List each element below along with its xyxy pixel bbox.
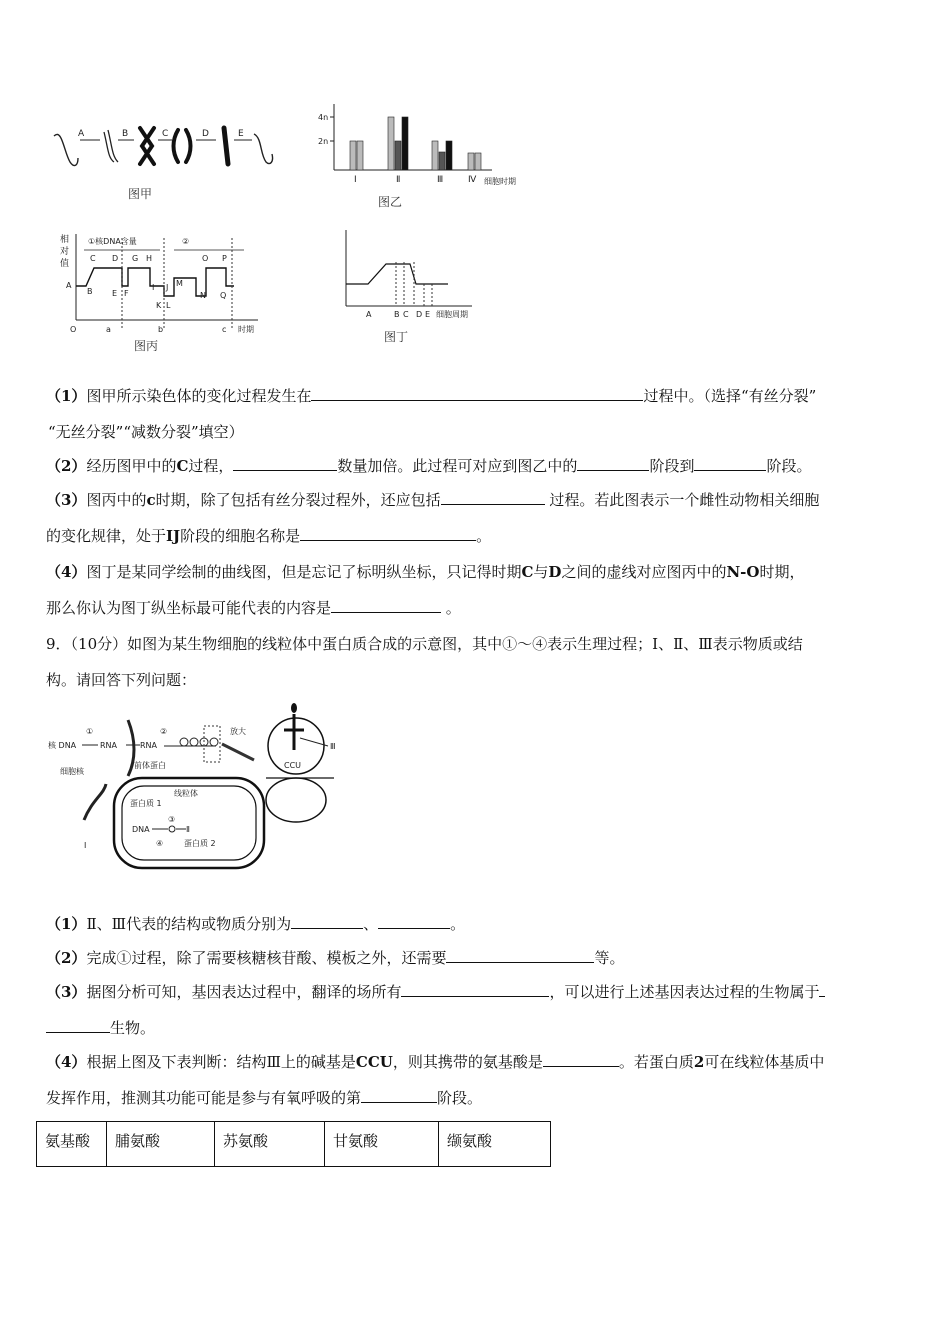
arrow-d-label: D	[202, 129, 209, 139]
table-row	[37, 1122, 551, 1167]
yi-y-label-2n: 2n	[318, 137, 329, 146]
ribosome	[180, 738, 188, 746]
svg-text:值: 值	[60, 259, 70, 269]
svg-text:细胞核: 细胞核	[60, 767, 84, 776]
answer-blank[interactable]	[446, 948, 594, 963]
trna-head	[291, 703, 297, 713]
svg-text:L: L	[166, 301, 171, 310]
answer-blank[interactable]	[401, 982, 549, 997]
figure-bing-caption: 图丙	[134, 339, 159, 353]
chromosome-thread-3	[254, 134, 273, 164]
svg-text:Q: Q	[220, 291, 227, 300]
yi-bar	[395, 141, 401, 170]
enlarge-arrow	[222, 744, 254, 760]
svg-text:④: ④	[156, 839, 164, 848]
svg-text:B: B	[394, 310, 400, 319]
table-cell: 氨基酸	[37, 1122, 107, 1167]
bing-section2-label: ②	[182, 237, 190, 246]
answer-blank[interactable]	[577, 456, 649, 471]
q8-part4-line1: （4）图丁是某同学绘制的曲线图，但是忘记了标明纵坐标，只记得时期C与D之间的虚线对应图丙中的N-O时期，	[46, 563, 805, 581]
answer-blank[interactable]	[441, 490, 545, 505]
yi-x-label-4: Ⅳ	[468, 175, 477, 185]
q9-header-line1: 9．（10分）如图为某生物细胞的线粒体中蛋白质合成的示意图，其中①～④表示生理过程；Ⅰ、Ⅱ、Ⅲ表示物质或结	[46, 635, 803, 653]
yi-bar	[350, 141, 356, 170]
svg-text:①: ①	[86, 727, 94, 736]
bing-section1-label: ①核DNA含量	[88, 237, 137, 246]
svg-text:Ⅱ: Ⅱ	[186, 825, 190, 834]
svg-text:A: A	[66, 281, 72, 290]
bing-x-mark-a: a	[106, 325, 111, 334]
yi-bar	[402, 117, 408, 170]
svg-text:CCU: CCU	[284, 761, 302, 770]
q9-part2: （2）完成①过程，除了需要核糖核苷酸、模板之外，还需要 等。	[46, 949, 625, 967]
yi-bar	[432, 141, 438, 170]
figure-mitochondria	[44, 700, 360, 880]
svg-text:B: B	[87, 287, 93, 296]
table-cell: 甘氨酸	[325, 1122, 439, 1167]
svg-text:N: N	[200, 291, 206, 300]
svg-text:K: K	[156, 301, 162, 310]
svg-text:RNA: RNA	[100, 741, 118, 750]
svg-text:蛋白质 2: 蛋白质 2	[184, 839, 216, 848]
q9-part4-line2: 发挥作用，推测其功能可能是参与有氧呼吸的第 阶段。	[46, 1089, 483, 1107]
svg-text:G: G	[132, 254, 139, 263]
yi-bar	[468, 153, 474, 170]
svg-text:Ⅲ: Ⅲ	[330, 742, 336, 751]
chromosome-thread-1	[54, 134, 78, 165]
q8-part4-line2: 那么你认为图丁纵坐标最可能代表的内容是 。	[46, 599, 461, 617]
svg-text:DNA: DNA	[132, 825, 150, 834]
figure-bing	[56, 228, 272, 356]
svg-text:Ⅰ: Ⅰ	[84, 841, 87, 850]
yi-x-title: 细胞时期	[484, 177, 516, 186]
figure-yi	[312, 98, 542, 213]
answer-blank[interactable]	[300, 526, 476, 541]
q9-part1: （1）Ⅱ、Ⅲ代表的结构或物质分别为 、 。	[46, 915, 466, 933]
yi-x-label-2: Ⅱ	[396, 175, 401, 185]
bing-y-title: 相	[60, 235, 70, 245]
chromosome-single	[224, 128, 228, 164]
q9-part4-line1: （4）根据上图及下表判断：结构Ⅲ上的碱基是CCU，则其携带的氨基酸是 。若蛋白质2可在线粒体基质中	[46, 1053, 825, 1071]
ribosome	[210, 738, 218, 746]
q8-part3-line2: 的变化规律，处于IJ阶段的细胞名称是 。	[46, 527, 492, 545]
svg-text:E: E	[425, 310, 431, 319]
q8-part2: （2）经历图甲中的C过程， 数量加倍。此过程可对应到图乙中的 阶段到 阶段。	[46, 457, 812, 475]
arrow-c-label: C	[162, 129, 169, 139]
table-cell: 苏氨酸	[215, 1122, 325, 1167]
svg-text:A: A	[366, 310, 372, 319]
yi-bar	[446, 141, 452, 170]
svg-text:H: H	[146, 254, 153, 263]
svg-text:放大: 放大	[230, 727, 246, 736]
yi-bar	[357, 141, 363, 170]
figure-jia	[48, 118, 278, 208]
arrow-a-label: A	[78, 129, 85, 139]
svg-text:P: P	[222, 254, 227, 263]
svg-text:M: M	[176, 279, 183, 288]
answer-blank[interactable]	[543, 1052, 619, 1067]
bing-x-mark-c: c	[222, 325, 227, 334]
answer-blank[interactable]	[378, 914, 450, 929]
chromosome-thread-2	[104, 130, 118, 162]
table-cell: 缬氨酸	[439, 1122, 551, 1167]
svg-text:③: ③	[168, 815, 176, 824]
ding-x-title: 细胞周期	[436, 310, 468, 319]
svg-text:线粒体: 线粒体	[174, 789, 198, 798]
yi-bar	[439, 152, 445, 170]
yi-y-label-4n: 4n	[318, 113, 329, 122]
ribosome	[190, 738, 198, 746]
figure-ding	[332, 226, 492, 348]
answer-blank[interactable]	[361, 1088, 437, 1103]
answer-blank[interactable]	[819, 982, 825, 997]
figure-yi-caption: 图乙	[378, 195, 403, 209]
ding-curve	[346, 264, 448, 284]
bing-x-title: 时期	[238, 325, 254, 334]
yi-bar	[475, 153, 481, 170]
enlarged-ribosome-bottom	[266, 778, 326, 822]
arrow-b-label: B	[122, 129, 129, 139]
svg-text:②: ②	[160, 727, 168, 736]
chromosome-x-shape	[140, 128, 154, 164]
svg-text:C: C	[403, 310, 409, 319]
figure-ding-caption: 图丁	[384, 330, 409, 344]
amino-acid-table	[36, 1121, 551, 1167]
svg-text:E: E	[112, 289, 118, 298]
answer-blank[interactable]	[233, 456, 337, 471]
svg-text:J: J	[166, 283, 169, 292]
q8-part1-line1: （1）图甲所示染色体的变化过程发生在 过程中。（选择“有丝分裂”	[46, 387, 817, 405]
svg-text:核 DNA: 核 DNA	[48, 741, 77, 750]
figure-jia-caption: 图甲	[128, 187, 153, 201]
svg-text:I: I	[152, 283, 155, 292]
bing-x-mark-o: O	[70, 325, 77, 334]
answer-blank[interactable]	[311, 386, 643, 401]
answer-blank[interactable]	[694, 456, 766, 471]
svg-text:O: O	[202, 254, 209, 263]
bing-curve	[76, 268, 234, 296]
answer-blank[interactable]	[46, 1018, 110, 1033]
svg-text:前体蛋白: 前体蛋白	[134, 761, 166, 770]
yi-bar	[388, 117, 394, 170]
yi-x-label-3: Ⅲ	[437, 175, 444, 185]
yi-x-label-1: Ⅰ	[354, 175, 357, 185]
q8-part1-line2: “无丝分裂”“减数分裂”填空）	[48, 423, 244, 441]
arrow-e-label: E	[238, 129, 244, 139]
q8-part3-line1: （3）图丙中的c时期，除了包括有丝分裂过程外，还应包括 过程。若此图表示一个雌性动物相关细胞	[46, 491, 820, 509]
q9-part3-line1: （3）据图分析可知，基因表达过程中，翻译的场所有 ，可以进行上述基因表达过程的生物属于	[46, 982, 825, 1002]
table-cell: 脯氨酸	[107, 1122, 215, 1167]
svg-text:D: D	[416, 310, 423, 319]
answer-blank[interactable]	[331, 598, 441, 613]
svg-text:蛋白质 1: 蛋白质 1	[130, 799, 162, 808]
svg-text:对: 对	[60, 247, 70, 257]
q9-part3-line2: 生物。	[46, 1018, 155, 1038]
bing-x-mark-b: b	[158, 325, 164, 334]
answer-blank[interactable]	[291, 914, 363, 929]
svg-text:F: F	[124, 289, 129, 298]
chromosome-separating	[174, 130, 191, 162]
svg-text:C: C	[90, 254, 96, 263]
svg-text:RNA: RNA	[140, 741, 158, 750]
svg-text:D: D	[112, 254, 119, 263]
q9-header-line2: 构。请回答下列问题：	[46, 671, 197, 689]
